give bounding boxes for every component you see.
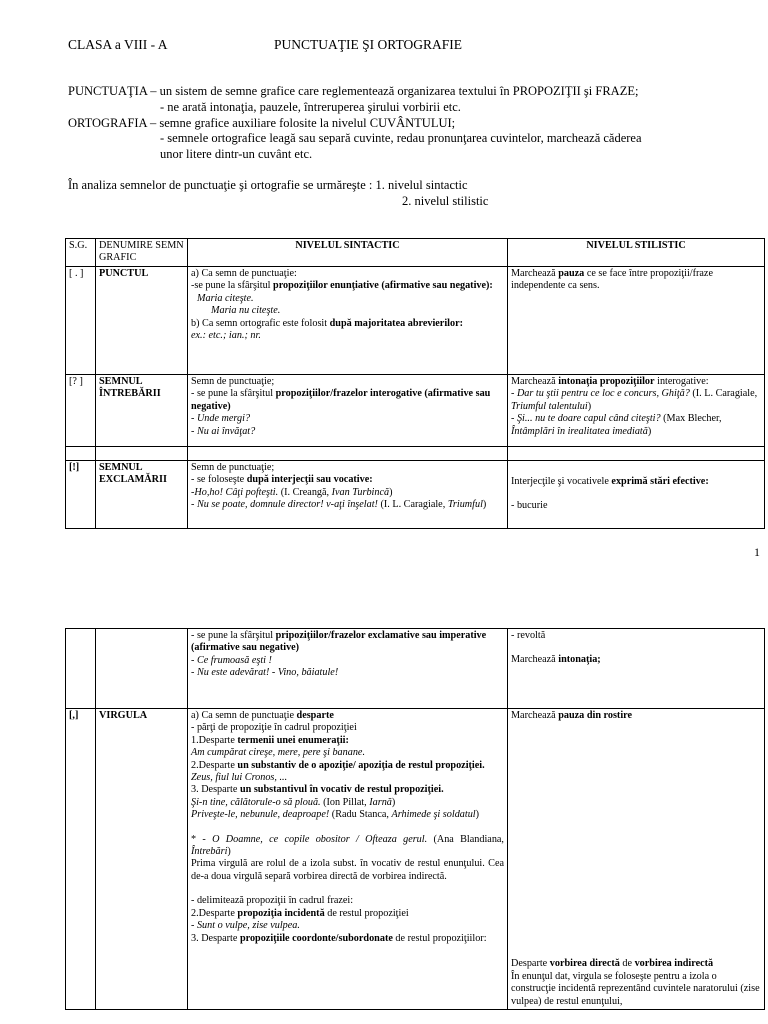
table-row-virgula — [66, 709, 765, 1010]
sintactic-cell: Semn de punctuaţie; - se foloseşte după interjecţii sau vocative: -Ho,ho! Câţi pofteşti. (I. Creangă, Ivan Turbincă) - Nu se poate, domnule director! v-aţi înşelat! (I. L. Caragiale, Triumful) — [188, 461, 508, 529]
page-number: 1 — [754, 545, 760, 559]
sg-cell: [? ] — [66, 375, 96, 447]
analysis-levels — [68, 178, 748, 210]
intro-definitions — [68, 84, 748, 163]
sg-cell: [!] — [66, 461, 96, 529]
stilistic-cell: Interjecţile şi vocativele exprimă stări efective: - bucurie — [508, 461, 765, 529]
table-row-semnul-intrebarii — [66, 375, 765, 447]
name-cell: SEMNUL ÎNTREBĂRII — [96, 375, 188, 447]
header-sintactic: NIVELUL SINTACTIC — [188, 239, 508, 267]
sintactic-cell: a) Ca semn de punctuaţie desparte - părţi de propoziţie în cadrul propoziţiei 1.Desparte termenii unei enumeraţii: Am cumpărat cireşe, mere, pere şi banane. 2.Desparte un substantiv de o apoziţie/ apoziţia de restul propoziţiei. Zeus, fiul lui Cronos, ... 3. Desparte un substantivul în vocativ de restul propoziţiei. Şi-n tine, călătorule-o să plouă. (Ion Pillat, Iarnă) Priveşte-le, nebunule, deaproape! (Radu Stanca, Arhimede şi soldatul) * - O Doamne, ce copile obositor / Ofteaza gerul. (Ana Blandiana, Întrebări) Prima virgulă are rolul de a izola subst. în vocativ de restul enunţului. Cea de-a doua virgulă separă vorbirea directă de vorbirea indirectă. - delimitează propoziţii în cadrul frazei: 2.Desparte propoziţia incidentă de restul propoziţiei - Sunt o vulpe, zise vulpea. 3. Desparte propoziţiile coordonte/subordonate de restul propoziţiilor: — [188, 709, 508, 1010]
sg-cell: [ . ] — [66, 267, 96, 375]
punctuation-table — [65, 238, 765, 529]
sg-cell: [,] — [66, 709, 96, 1010]
table-row-exclamare-continued — [66, 629, 765, 709]
name-cell: VIRGULA — [96, 709, 188, 1010]
header-stilistic: NIVELUL STILISTIC — [508, 239, 765, 267]
punctuation-table-continued — [65, 628, 765, 1010]
stilistic-cell: - revoltă Marchează intonaţia; — [508, 629, 765, 709]
table-row-empty — [66, 447, 765, 461]
analysis-line-2: 2. nivelul stilistic — [402, 193, 489, 208]
sintactic-cell: Semn de punctuaţie; - se pune la sfârşitul propoziţiilor/frazelor interogative (afirmative sau negative) - Unde mergi? - Nu ai învăţat? — [188, 375, 508, 447]
sintactic-cell: - se pune la sfârşitul pripoziţiilor/frazelor exclamative sau imperative (afirmative sau negative) - Ce frumoasă eşti ! - Nu este adevărat! - Vino, băiatule! — [188, 629, 508, 709]
table-row-punctul — [66, 267, 765, 375]
header-sg: S.G. — [66, 239, 96, 267]
name-cell: SEMNUL EXCLAMĂRII — [96, 461, 188, 529]
table-row-semnul-exclamarii — [66, 461, 765, 529]
ortografia-definition: ORTOGRAFIA – semne grafice auxiliare folosite la nivelul CUVÂNTULUI; — [68, 115, 456, 130]
sintactic-cell: a) Ca semn de punctuaţie: -se pune la sfârşitul propoziţiilor enunţiative (afirmative sau negative): Maria citeşte. Maria nu citeşte. b) Ca semn ortografic este folosit după majoritatea abrevierilor: ex.: etc.; ian.; nr. — [188, 267, 508, 375]
document-page-2 — [0, 626, 768, 1024]
name-cell: PUNCTUL — [96, 267, 188, 375]
ortografia-detail-cont: unor litere dintr-un cuvânt etc. — [160, 147, 313, 162]
header-denumire: DENUMIRE SEMN GRAFIC — [96, 239, 188, 267]
stilistic-cell: Marchează pauza din rostire Desparte vorbirea directă de vorbirea indirectă În enunţul dat, virgula se foloseşte pentru a izola o construcţie incidentă reprezentând cuvintele naratorului (zise vulpea) de restul enunţului, — [508, 709, 765, 1010]
punctuatia-definition: PUNCTUAŢIA – un sistem de semne grafice care reglementează organizarea textului în PROPOZIŢII şi FRAZE; — [68, 84, 639, 98]
page-gap — [0, 560, 768, 626]
ortografia-detail: - semnele ortografice leagă sau separă cuvinte, redau pronunţarea cuvintelor, marchează căderea — [160, 131, 642, 146]
stilistic-cell: Marchează pauza ce se face între propoziţii/fraze independente ca sens. — [508, 267, 765, 375]
stilistic-cell: Marchează intonaţia propoziţiilor interogative: - Dar tu ştii pentru ce loc e concurs, Ghiţă? (I. L. Caragiale, Triumful talentului) - Şi... nu te doare capul când citeşti? (Max Blecher, Întâmplări în irealitatea imediată) — [508, 375, 765, 447]
punctuatia-detail: - ne arată intonaţia, pauzele, întreruperea şirului vorbirii etc. — [160, 99, 461, 114]
page-title: PUNCTUAŢIE ŞI ORTOGRAFIE — [274, 37, 462, 52]
analysis-line-1: În analiza semnelor de punctuaţie şi ortografie se urmăreşte : 1. nivelul sintactic — [68, 178, 468, 192]
class-label: CLASA a VIII - A — [68, 37, 168, 52]
table-header-row — [66, 239, 765, 267]
